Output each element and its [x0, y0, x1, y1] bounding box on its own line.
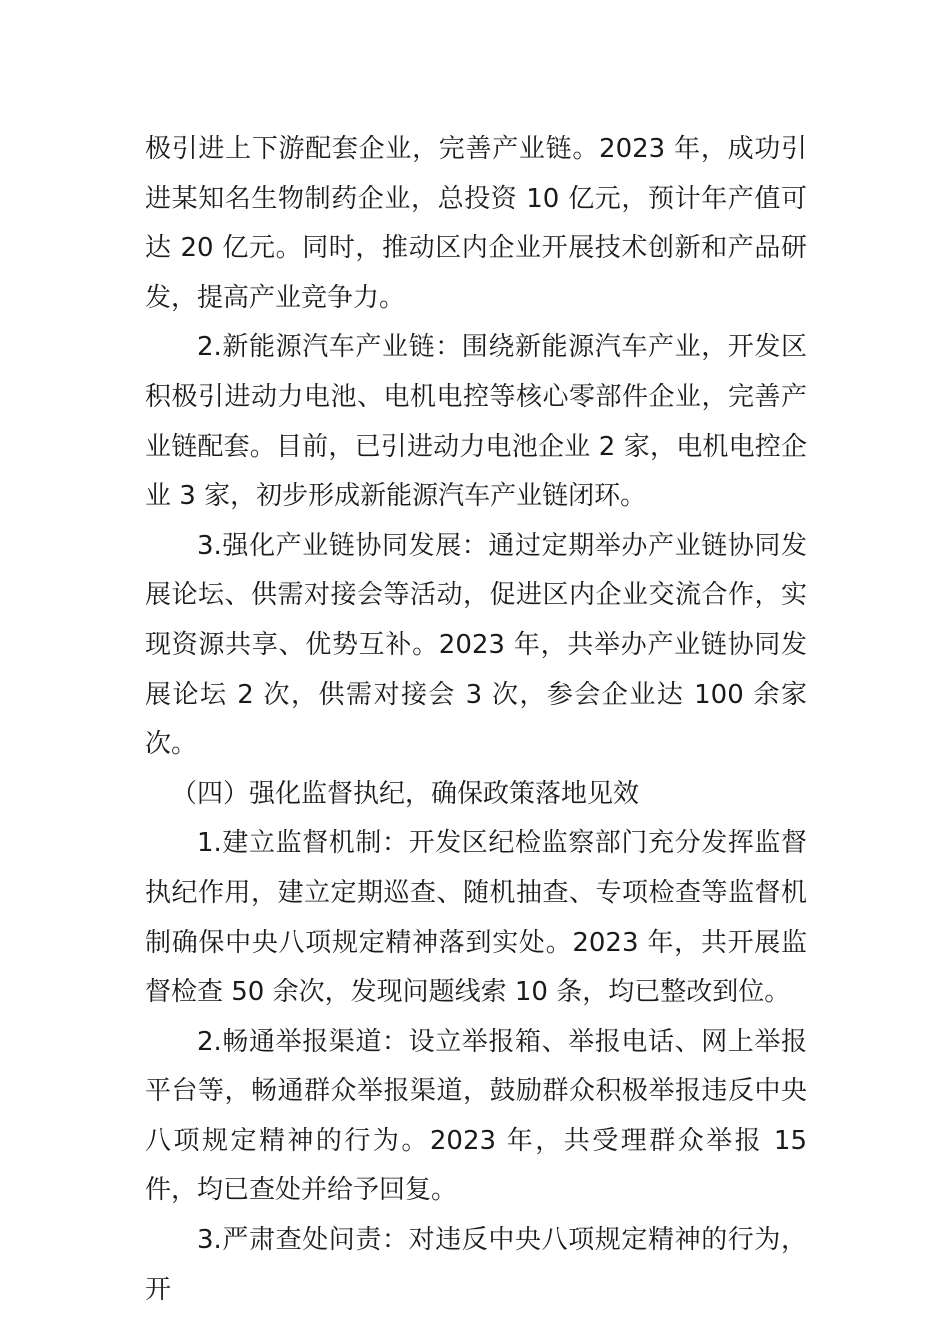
paragraph-chain-collaboration: 3.强化产业链协同发展：通过定期举办产业链协同发展论坛、供需对接会等活动，促进区内企业交流合作，实现资源共享、优势互补。2023 年，共举办产业链协同发展论坛 2 次，供需对接会 3 次，参会企业达 100 余家次。	[145, 530, 807, 760]
paragraph-supervision-mechanism: 1.建立监督机制：开发区纪检监察部门充分发挥监督执纪作用，建立定期巡查、随机抽查、专项检查等监督机制确保中央八项规定精神落到实处。2023 年，共开展监督检查 50 余次，发现问题线索 10 条，均已整改到位。	[145, 828, 807, 1008]
document-body	[145, 125, 807, 1315]
paragraph-continuation: 极引进上下游配套企业，完善产业链。2023 年，成功引进某知名生物制药企业，总投资 10 亿元，预计年产值可达 20 亿元。同时，推动区内企业开展技术创新和产品研发，提高产业竞争力。	[145, 134, 807, 313]
section-heading-supervision: （四）强化监督执纪，确保政策落地见效	[171, 778, 640, 809]
paragraph-accountability: 3.严肃查处问责：对违反中央八项规定精神的行为，开	[145, 1225, 807, 1305]
paragraph-reporting-channels: 2.畅通举报渠道：设立举报箱、举报电话、网上举报平台等，畅通群众举报渠道，鼓励群众积极举报违反中央八项规定精神的行为。2023 年，共受理群众举报 15 件，均已查处并给予回复。	[145, 1026, 807, 1206]
paragraph-new-energy-vehicle-chain: 2.新能源汽车产业链：围绕新能源汽车产业，开发区积极引进动力电池、电机电控等核心零部件企业，完善产业链配套。目前，已引进动力电池企业 2 家，电机电控企业 3 家，初步形成新能源汽车产业链闭环。	[145, 332, 807, 512]
